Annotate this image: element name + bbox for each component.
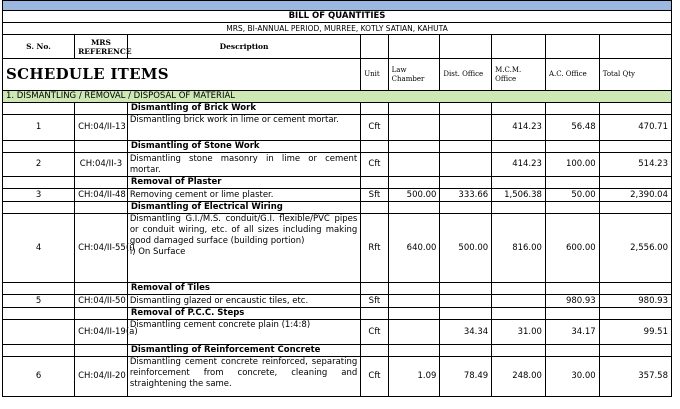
row-ref: CH:04/II-3 <box>75 153 128 177</box>
group-heading-row <box>3 345 672 357</box>
col-total-qty: Total Qty <box>599 59 671 91</box>
row-mcm: 1,506.38 <box>492 189 546 202</box>
row-sno: 3 <box>3 189 75 202</box>
row-description: Removing cement or lime plaster. <box>127 189 360 202</box>
cell <box>440 103 492 115</box>
cell <box>388 103 440 115</box>
row-total: 514.23 <box>599 153 671 177</box>
cell <box>75 141 128 153</box>
cell <box>3 345 75 357</box>
bill-of-quantities-table <box>2 0 672 397</box>
cell <box>3 177 75 189</box>
cell <box>361 345 388 357</box>
col-description: Description <box>127 35 360 59</box>
row-ref: CH:04/II-50 <box>75 295 128 308</box>
row-ref: CH:04/II-48 <box>75 189 128 202</box>
cell <box>599 308 671 320</box>
cell <box>492 202 546 214</box>
subtitle-row <box>3 23 672 35</box>
row-law: 1.09 <box>388 357 440 397</box>
col-unit: Unit <box>361 59 388 91</box>
cell <box>388 177 440 189</box>
cell <box>361 202 388 214</box>
row-law <box>388 153 440 177</box>
row-law <box>388 295 440 308</box>
cell <box>388 308 440 320</box>
cell <box>599 141 671 153</box>
group-heading-row <box>3 103 672 115</box>
row-sno: 4 <box>3 214 75 283</box>
row-law: 500.00 <box>388 189 440 202</box>
row-mcm: 414.23 <box>492 153 546 177</box>
cell <box>75 308 128 320</box>
cell <box>388 202 440 214</box>
row-ref: CH:04/II-20 <box>75 357 128 397</box>
row-ref: CH:04/II-19(a) <box>75 320 128 345</box>
row-law <box>388 115 440 141</box>
row-total: 470.71 <box>599 115 671 141</box>
col-blank-unit <box>361 35 388 59</box>
group-heading-row <box>3 202 672 214</box>
row-description: Dismantling stone masonry in lime or cement mortar. <box>127 153 360 177</box>
col-blank-ac <box>545 35 599 59</box>
cell <box>599 202 671 214</box>
cell <box>3 308 75 320</box>
row-dist: 78.49 <box>440 357 492 397</box>
group-heading: Removal of Tiles <box>127 283 360 295</box>
cell <box>492 141 546 153</box>
col-law-chamber: Law Chamber <box>388 59 440 91</box>
cell <box>361 141 388 153</box>
row-mcm: 816.00 <box>492 214 546 283</box>
row-unit: Cft <box>361 115 388 141</box>
row-ac: 50.00 <box>545 189 599 202</box>
cell <box>440 283 492 295</box>
col-ac-office: A.C. Office <box>545 59 599 91</box>
table-row <box>3 189 672 202</box>
col-blank-mcm <box>492 35 546 59</box>
row-unit: Cft <box>361 357 388 397</box>
cell <box>545 202 599 214</box>
row-dist <box>440 153 492 177</box>
col-blank-law <box>388 35 440 59</box>
row-sno: 5 <box>3 295 75 308</box>
cell <box>440 141 492 153</box>
row-ref: CH:04/II-55(i) <box>75 214 128 283</box>
title-row <box>3 11 672 23</box>
row-mcm: 248.00 <box>492 357 546 397</box>
row-dist: 333.66 <box>440 189 492 202</box>
top-band <box>3 1 672 11</box>
cell <box>75 283 128 295</box>
row-total: 99.51 <box>599 320 671 345</box>
row-description <box>127 214 360 283</box>
cell <box>75 345 128 357</box>
row-description: Dismantling brick work in lime or cement mortar. <box>127 115 360 141</box>
cell <box>75 103 128 115</box>
row-ref: CH:04/II-13 <box>75 115 128 141</box>
row-dist: 500.00 <box>440 214 492 283</box>
row-sno: 1 <box>3 115 75 141</box>
group-heading: Dismantling of Brick Work <box>127 103 360 115</box>
group-heading: Removal of Plaster <box>127 177 360 189</box>
group-heading-row <box>3 308 672 320</box>
col-blank-total <box>599 35 671 59</box>
row-description-main: Dismantling G.I./M.S. conduit/G.I. flexible/PVC pipes or conduit wiring, etc. of all sizes including making good damaged surface (building portion) <box>129 214 358 246</box>
row-description: Dismantling cement concrete plain (1:4:8) <box>127 320 360 345</box>
row-sno <box>3 320 75 345</box>
cell <box>388 141 440 153</box>
cell <box>361 308 388 320</box>
top-band-row <box>3 1 672 11</box>
cell <box>545 177 599 189</box>
boq-subtitle: MRS, BI-ANNUAL PERIOD, MURREE, KOTLY SATIAN, KAHUTA <box>3 23 672 35</box>
cell <box>492 177 546 189</box>
row-mcm: 31.00 <box>492 320 546 345</box>
cell <box>3 141 75 153</box>
row-sno: 2 <box>3 153 75 177</box>
cell <box>545 141 599 153</box>
cell <box>388 283 440 295</box>
group-heading: Dismantling of Stone Work <box>127 141 360 153</box>
row-ac: 980.93 <box>545 295 599 308</box>
cell <box>545 103 599 115</box>
cell <box>599 103 671 115</box>
section-heading: 1. DISMANTLING / REMOVAL / DISPOSAL OF MATERIAL <box>3 91 672 103</box>
schedule-title: SCHEDULE ITEMS <box>3 59 361 91</box>
cell <box>440 202 492 214</box>
col-blank-dist <box>440 35 492 59</box>
row-unit: Rft <box>361 214 388 283</box>
row-ac: 600.00 <box>545 214 599 283</box>
section-row <box>3 91 672 103</box>
group-heading: Dismantling of Reinforcement Concrete <box>127 345 360 357</box>
table-row <box>3 357 672 397</box>
row-dist: 34.34 <box>440 320 492 345</box>
cell <box>599 345 671 357</box>
row-dist <box>440 115 492 141</box>
col-mrs-reference: MRS REFERENCE <box>75 35 128 59</box>
row-law: 640.00 <box>388 214 440 283</box>
column-header-row <box>3 35 672 59</box>
group-heading-row <box>3 177 672 189</box>
row-law <box>388 320 440 345</box>
table-row <box>3 214 672 283</box>
cell <box>361 177 388 189</box>
cell <box>440 177 492 189</box>
col-sno: S. No. <box>3 35 75 59</box>
table-row <box>3 115 672 141</box>
row-dist <box>440 295 492 308</box>
schedule-header-row <box>3 59 672 91</box>
cell <box>361 283 388 295</box>
cell <box>492 103 546 115</box>
row-mcm <box>492 295 546 308</box>
cell <box>3 202 75 214</box>
group-heading-row <box>3 283 672 295</box>
cell <box>75 177 128 189</box>
cell <box>599 177 671 189</box>
group-heading-row <box>3 141 672 153</box>
cell <box>440 345 492 357</box>
cell <box>3 283 75 295</box>
row-total: 980.93 <box>599 295 671 308</box>
cell <box>440 308 492 320</box>
row-sno: 6 <box>3 357 75 397</box>
row-total: 2,556.00 <box>599 214 671 283</box>
group-heading: Dismantling of Electrical Wiring <box>127 202 360 214</box>
boq-title: BILL OF QUANTITIES <box>3 11 672 23</box>
group-heading: Removal of P.C.C. Steps <box>127 308 360 320</box>
cell <box>545 283 599 295</box>
table-row <box>3 295 672 308</box>
cell <box>599 283 671 295</box>
row-ac: 56.48 <box>545 115 599 141</box>
row-unit: Sft <box>361 295 388 308</box>
row-description: Dismantling cement concrete reinforced, separating reinforcement from concrete, cleaning and straightening the same. <box>127 357 360 397</box>
row-unit: Cft <box>361 153 388 177</box>
row-ac: 30.00 <box>545 357 599 397</box>
cell <box>75 202 128 214</box>
cell <box>492 283 546 295</box>
cell <box>492 308 546 320</box>
table-row <box>3 153 672 177</box>
row-total: 2,390.04 <box>599 189 671 202</box>
col-mcm-office: M.C.M. Office <box>492 59 546 91</box>
col-dist-office: Dist. Office <box>440 59 492 91</box>
row-description-sub: i) On Surface <box>129 247 186 257</box>
cell <box>3 103 75 115</box>
row-unit: Sft <box>361 189 388 202</box>
cell <box>361 103 388 115</box>
row-description: Dismantling glazed or encaustic tiles, etc. <box>127 295 360 308</box>
table-row <box>3 320 672 345</box>
row-mcm: 414.23 <box>492 115 546 141</box>
cell <box>545 345 599 357</box>
cell <box>545 308 599 320</box>
row-unit: Cft <box>361 320 388 345</box>
cell <box>388 345 440 357</box>
cell <box>492 345 546 357</box>
row-total: 357.58 <box>599 357 671 397</box>
row-ac: 34.17 <box>545 320 599 345</box>
row-ac: 100.00 <box>545 153 599 177</box>
